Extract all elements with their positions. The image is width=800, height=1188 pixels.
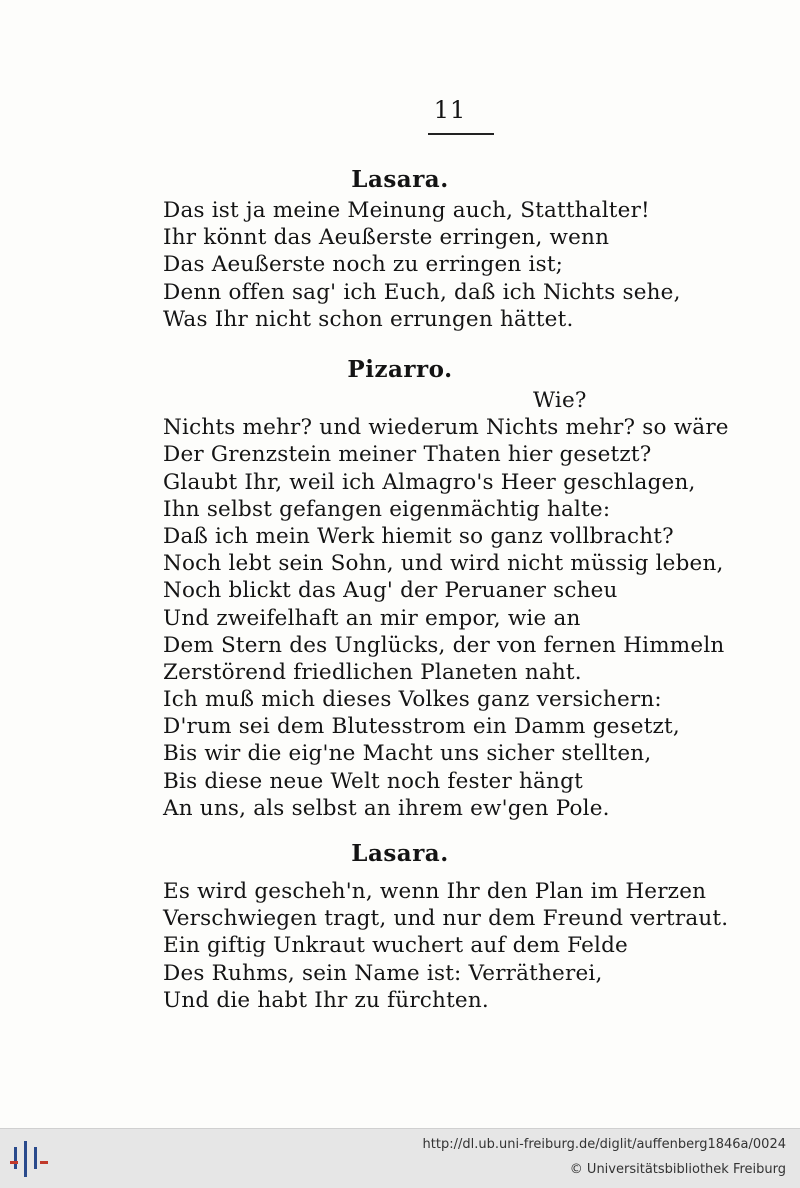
verse-line: Glaubt Ihr, weil ich Almagro's Heer geschlagen, [163,469,696,495]
verse-line: Das ist ja meine Meinung auch, Statthalter! [163,198,650,223]
speaker-name: Lasara. [351,166,449,193]
verse-block [163,387,729,822]
verse-line: Denn offen sag' ich Euch, daß ich Nichts sehe, [163,279,681,305]
verse-line: D'rum sei dem Blutesstrom ein Damm gesetzt, [163,714,680,740]
verse-line: Verschwiegen tragt, und nur dem Freund vertraut. [163,906,729,932]
footer-bar [0,1128,800,1188]
verse-line: Ihn selbst gefangen eigenmächtig halte: [163,496,611,522]
verse-line: Und zweifelhaft an mir empor, wie an [163,605,581,631]
verse-line: Des Ruhms, sein Name ist: Verrätherei, [163,960,603,986]
verse-line: Zerstörend friedlichen Planeten naht. [163,659,582,685]
verse-line: Daß ich mein Werk hiemit so ganz vollbracht? [163,523,674,549]
verse-line: Nichts mehr? und wiederum Nichts mehr? so wäre [163,415,729,441]
verse-line: Wie? [533,388,587,413]
verse-line: Dem Stern des Unglücks, der von fernen Himmeln [163,632,725,658]
verse-line: Noch blickt das Aug' der Peruaner scheu [163,578,618,604]
copyright-notice: © Universitätsbibliothek Freiburg [569,1162,786,1177]
page-number: 11 [433,96,467,124]
page-number-rule [428,133,494,135]
verse-line: Das Aeußerste noch zu erringen ist; [163,252,564,278]
verse-line: Noch lebt sein Sohn, und wird nicht müssig leben, [163,551,724,577]
verse-line: Der Grenzstein meiner Thaten hier gesetzt? [163,442,652,468]
source-url[interactable]: http://dl.ub.uni-freiburg.de/diglit/auffenberg1846a/0024 [422,1137,786,1152]
speaker-name: Pizarro. [347,356,453,383]
verse-line: An uns, als selbst an ihrem ew'gen Pole. [163,795,610,821]
verse-line: Und die habt Ihr zu fürchten. [163,987,489,1013]
verse-line: Es wird gescheh'n, wenn Ihr den Plan im Herzen [163,879,707,904]
verse-block [163,878,729,1014]
verse-line: Bis diese neue Welt noch fester hängt [163,768,583,794]
verse-line: Ich muß mich dieses Volkes ganz versichern: [163,687,662,713]
verse-line: Ihr könnt das Aeußerste erringen, wenn [163,225,610,251]
speaker-name: Lasara. [351,840,449,867]
ub-freiburg-logo-icon [10,1139,52,1179]
verse-line: Was Ihr nicht schon errungen hättet. [163,306,574,332]
verse-line: Bis wir die eig'ne Macht uns sicher stellten, [163,741,652,767]
verse-line: Ein giftig Unkraut wuchert auf dem Felde [163,933,628,959]
verse-block [163,197,723,333]
